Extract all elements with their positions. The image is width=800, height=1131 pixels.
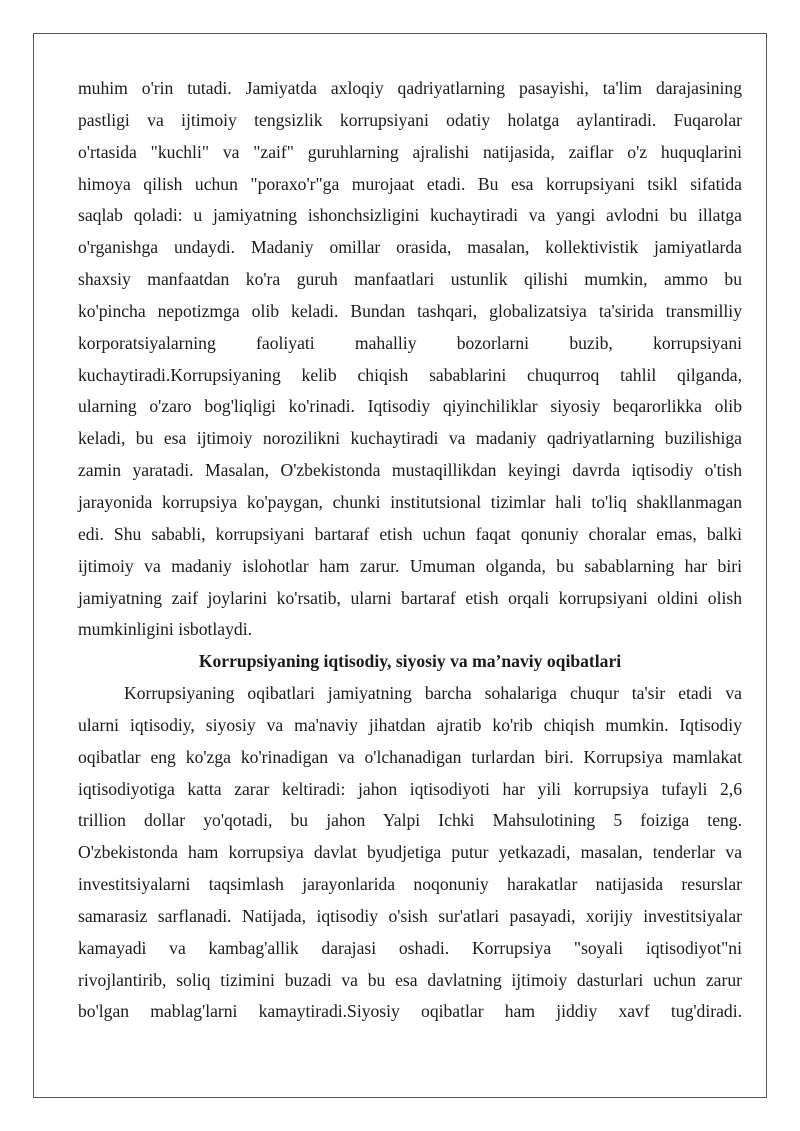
text-line: saqlab qoladi: u jamiyatning ishonchsizligini kuchaytiradi va yangi avlodni bu illatga	[78, 205, 742, 226]
document-body	[78, 73, 742, 1028]
text-line: kamayadi va kambag'allik darajasi oshadi. Korrupsiya "soyali iqtisodiyot"ni	[78, 937, 742, 958]
text-line: oqibatlar eng ko'zga ko'rinadigan va o'lchanadigan turlardan biri. Korrupsiya mamlakat	[78, 746, 742, 767]
text-line: ularning o'zaro bog'liqligi ko'rinadi. Iqtisodiy qiyinchiliklar siyosiy beqarorlikka olib	[78, 396, 742, 417]
text-line: O'zbekistonda ham korrupsiya davlat byudjetiga putur yetkazadi, masalan, tenderlar va	[78, 842, 742, 863]
paragraph-1	[78, 73, 742, 646]
text-line: korporatsiyalarning faoliyati mahalliy bozorlarni buzib, korrupsiyani	[78, 332, 742, 353]
text-line: ko'pincha nepotizmga olib keladi. Bundan tashqari, globalizatsiya ta'sirida transmilliy	[78, 300, 742, 321]
text-line: samarasiz sarflanadi. Natijada, iqtisodiy o'sish sur'atlari pasayadi, xorijiy investitsiyalar	[78, 905, 742, 926]
text-line: investitsiyalarni taqsimlash jarayonlarida noqonuniy harakatlar natijasida resurslar	[78, 874, 742, 895]
text-line: pastligi va ijtimoiy tengsizlik korrupsiyani odatiy holatga aylantiradi. Fuqarolar	[78, 109, 742, 130]
text-line: bo'lgan mablag'larni kamaytiradi.Siyosiy oqibatlar ham jiddiy xavf tug'diradi.	[78, 1001, 742, 1022]
text-line: zamin yaratadi. Masalan, O'zbekistonda mustaqillikdan keyingi davrda iqtisodiy o'tish	[78, 460, 742, 481]
text-line: o'rganishga undaydi. Madaniy omillar orasida, masalan, kollektivistik jamiyatlarda	[78, 237, 742, 258]
text-line: Korrupsiyaning oqibatlari jamiyatning barcha sohalariga chuqur ta'sir etadi va	[124, 683, 742, 704]
text-line: himoya qilish uchun "poraxo'r"ga murojaat etadi. Bu esa korrupsiyani tsikl sifatida	[78, 173, 742, 194]
text-line: jarayonida korrupsiya ko'paygan, chunki institutsional tizimlar hali to'liq shakllanmagan	[78, 491, 742, 512]
text-line: rivojlantirib, soliq tizimini buzadi va bu esa davlatning ijtimoiy dasturlari uchun zarur	[78, 969, 742, 990]
text-line: muhim o'rin tutadi. Jamiyatda axloqiy qadriyatlarning pasayishi, ta'lim darajasining	[78, 78, 742, 98]
section-heading: Korrupsiyaning iqtisodiy, siyosiy va ma’naviy oqibatlari	[198, 651, 622, 672]
text-line: ijtimoiy va madaniy islohotlar ham zarur. Umuman olganda, bu sabablarning har biri	[78, 555, 742, 576]
text-line: edi. Shu sababli, korrupsiyani bartaraf etish uchun faqat qonuniy choralar emas, balki	[78, 523, 742, 544]
text-line: kuchaytiradi.Korrupsiyaning kelib chiqish sabablarini chuqurroq tahlil qilganda,	[78, 364, 742, 385]
text-line: trillion dollar yo'qotadi, bu jahon Yalpi Ichki Mahsulotining 5 foiziga teng.	[78, 810, 742, 831]
text-line: ularni iqtisodiy, siyosiy va ma'naviy jihatdan ajratib ko'rib chiqish mumkin. Iqtisodiy	[78, 714, 742, 735]
text-line: mumkinligini isbotlaydi.	[78, 619, 252, 640]
text-line: shaxsiy manfaatdan ko'ra guruh manfaatlari ustunlik qilishi mumkin, ammo bu	[78, 269, 742, 290]
text-line: keladi, bu esa ijtimoiy norozilikni kuchaytiradi va madaniy qadriyatlarning buzilishiga	[78, 428, 742, 449]
text-line: iqtisodiyotiga katta zarar keltiradi: jahon iqtisodiyoti har yili korrupsiya tufayli 2,6	[78, 778, 742, 799]
paragraph-2	[78, 678, 742, 1028]
text-line: jamiyatning zaif joylarini ko'rsatib, ularni bartaraf etish orqali korrupsiyani oldini olish	[78, 587, 742, 608]
text-line: o'rtasida "kuchli" va "zaif" guruhlarning ajralishi natijasida, zaiflar o'z huquqlarini	[78, 141, 742, 162]
